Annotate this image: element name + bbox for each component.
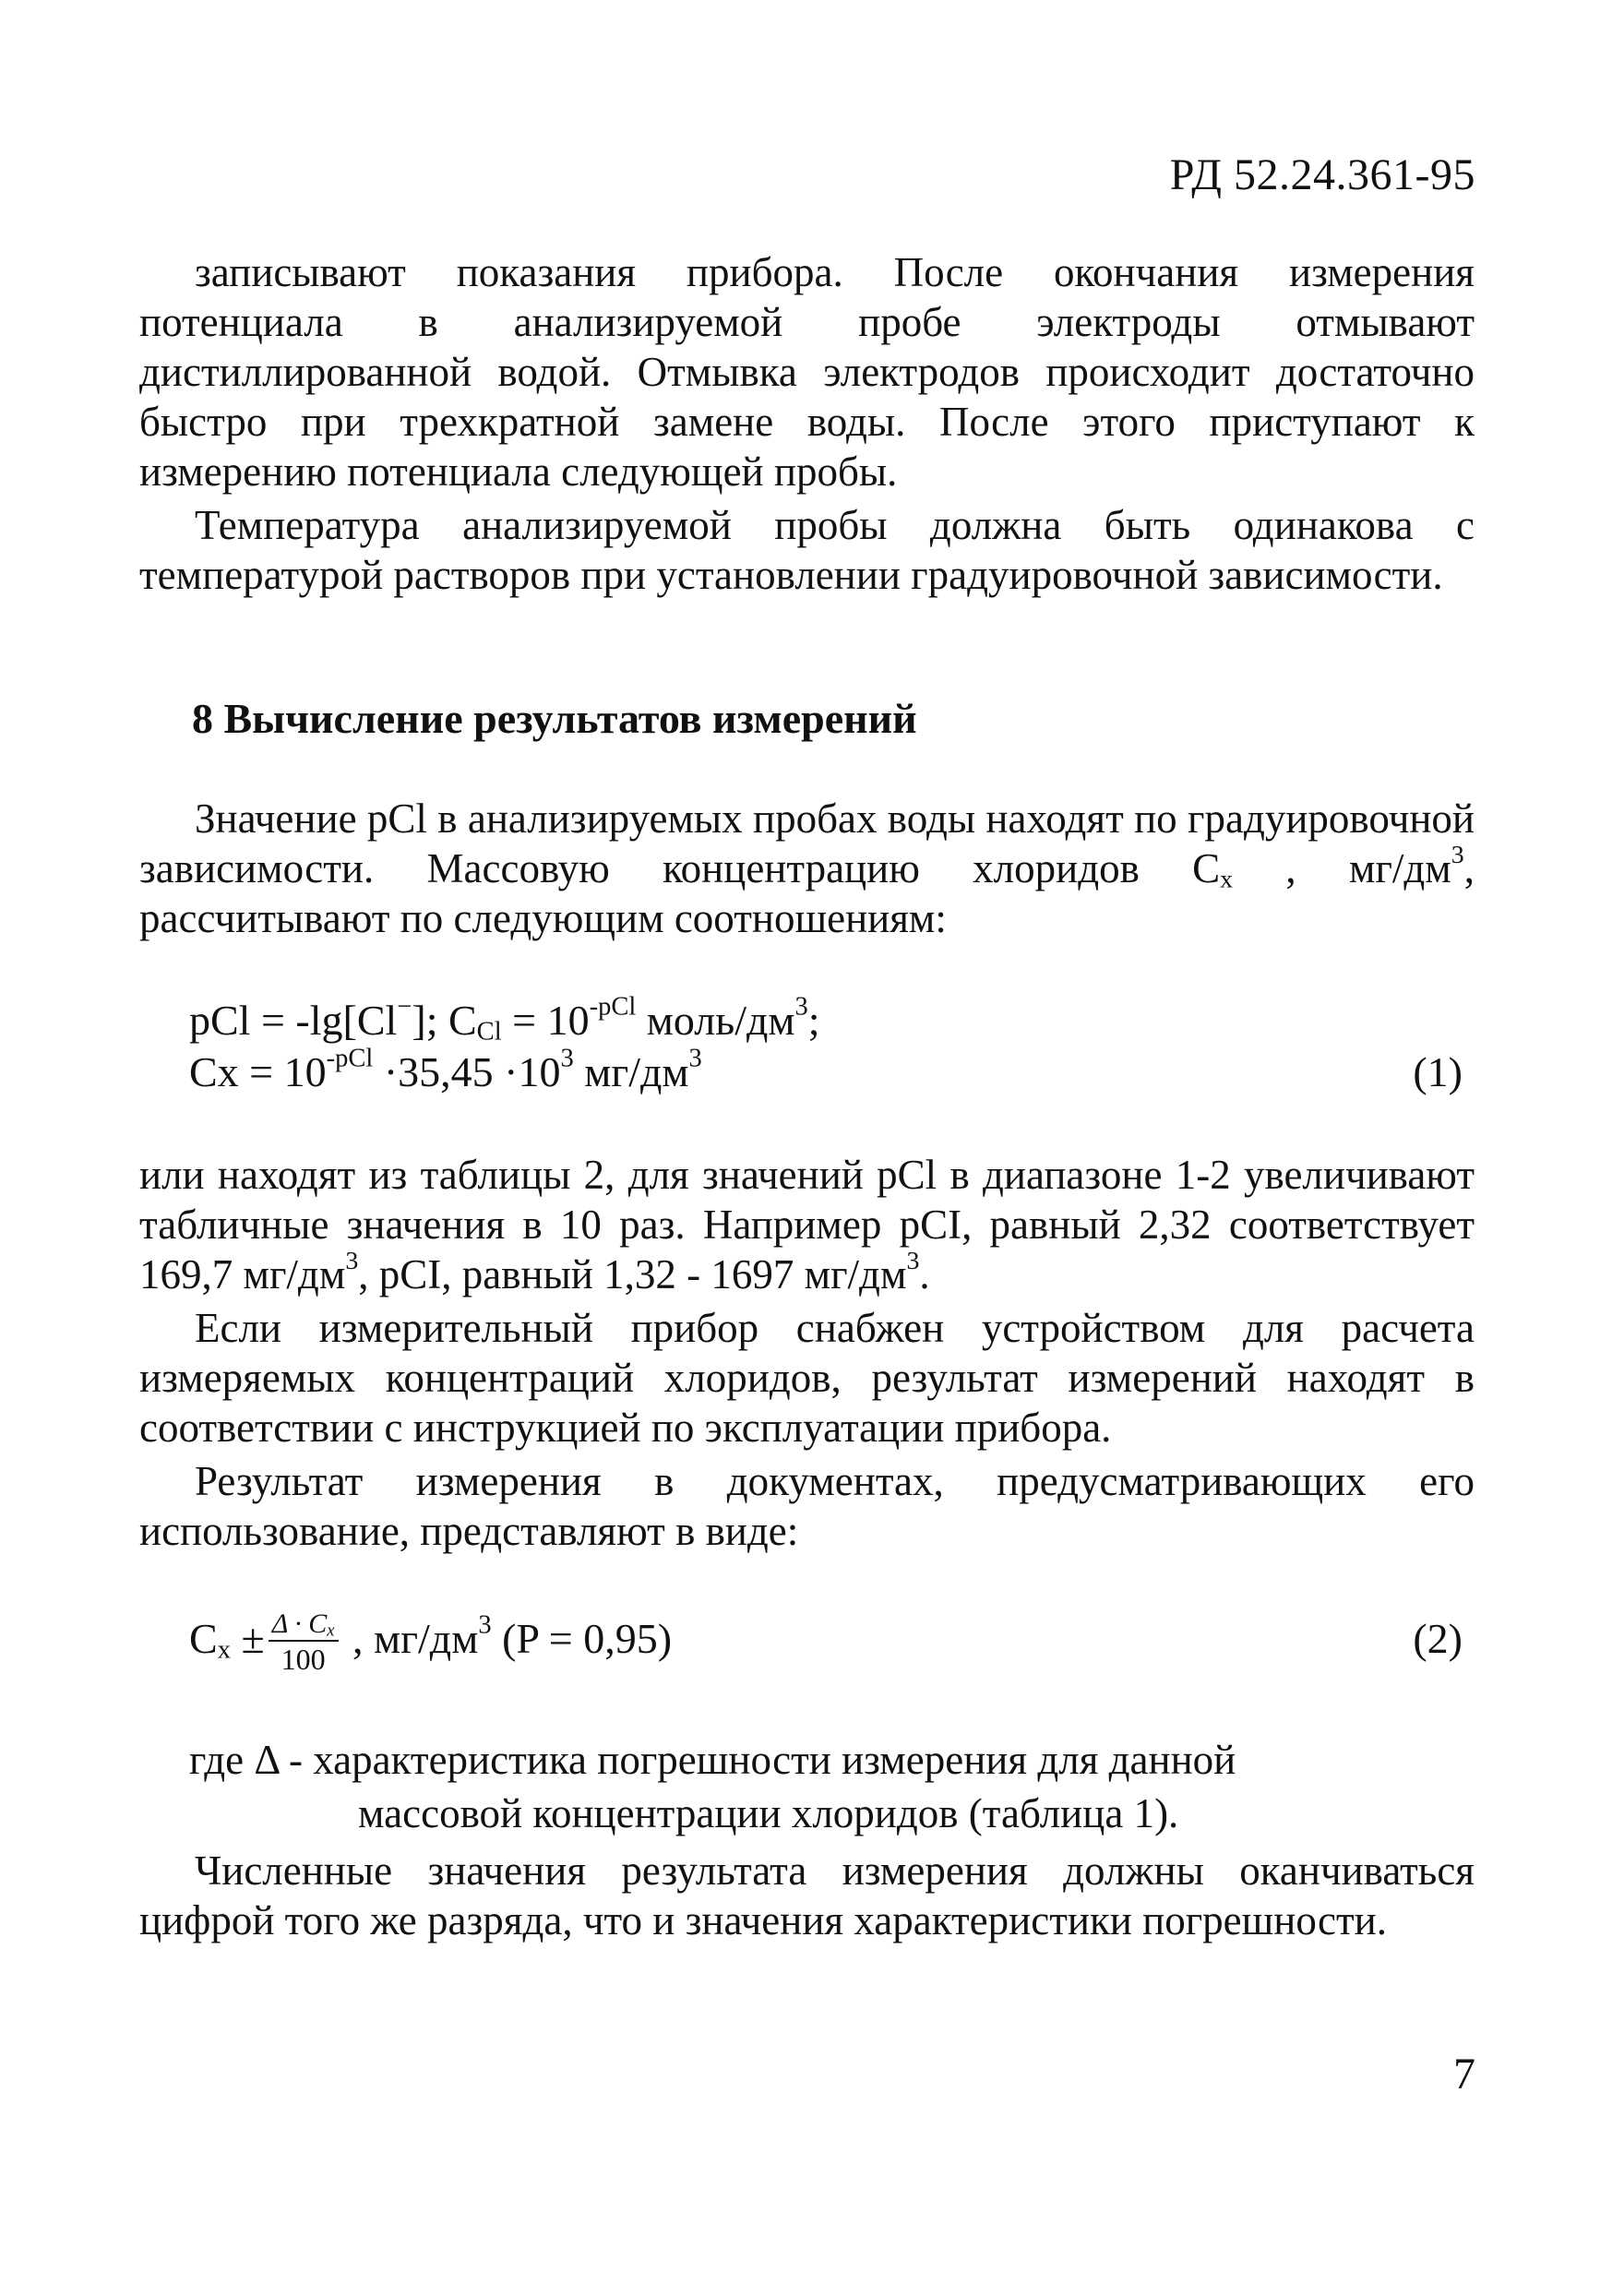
paragraph-intro: Значение pCl в анализируемых пробах воды находят по градуировочной зависимости. Массовую концентрацию хлоридов $C_x$ , $мг/дм^3$, рассчитывают по следующим соотношениям: xyxy=(139,795,1475,941)
page-number: 7 xyxy=(1453,2050,1475,2099)
middle-text-block xyxy=(139,1150,1475,1556)
paragraph-table-lookup: или находят из таблицы 2, для значений pCl в диапазоне 1-2 увеличивают табличные значения в 10 раз. Например pCI, равный 2,32 соответствует 169,7 $мг/дм^3$, pCI, равный 1,32 - 1697 $мг/дм^3$. xyxy=(139,1152,1475,1297)
formula-1 xyxy=(189,992,1463,1098)
where-line-1: где Δ - характеристика погрешности измерения для данной xyxy=(189,1737,1236,1783)
equation-number-1: (1) xyxy=(1413,1048,1463,1095)
section-heading: 8 Вычисление результатов измерений xyxy=(192,695,917,742)
formula-1-line-1: pCl = -lg[Cl−]; $C_{Cl} = 10^{-pCl}$ моль/$дм^3$; xyxy=(189,992,820,1046)
paragraph-measurement-procedure: записывают показания прибора. После окончания измерения потенциала в анализируемой пробе электроды отмывают дистиллированной водой. Отмывка электродов происходит достаточно быстро при трехкратной замене воды. После этого приступают к измерению потенциала следующей пробы. xyxy=(139,249,1475,495)
paragraph-result-form: Результат измерения в документах, предусматривающих его использование, представляют в виде: xyxy=(139,1458,1475,1554)
fraction: $\frac{\Delta \cdot C_x}{100}$ xyxy=(269,1608,339,1677)
where-line-2: массовой концентрации хлоридов (таблица 1). xyxy=(358,1790,1179,1836)
formula-2 xyxy=(189,1602,1463,1677)
final-text-block xyxy=(139,1846,1475,1945)
paragraph-final: Численные значения результата измерения должны оканчиваться цифрой того же разряда, что и значения характеристики погрешности. xyxy=(139,1847,1475,1943)
top-text-block xyxy=(139,247,1475,600)
formula-2-line: $C_x$ ± $\frac{\Delta \cdot C_x}{100}$ , $мг/дм^3$ (P = 0,95) (2) xyxy=(189,1602,1463,1677)
paragraph-temperature: Температура анализируемой пробы должна быть одинакова с температурой растворов при установлении градуировочной зависимости. xyxy=(139,502,1475,598)
document-code: РД 52.24.361-95 xyxy=(1169,150,1475,199)
where-definition xyxy=(189,1733,1236,1840)
formula-1-line-2: $Cx = 10^{-pCl} \cdot 35,45 \cdot 10^3$ $мг/дм^3$ (1) xyxy=(189,1046,1463,1098)
intro-text-block xyxy=(139,794,1475,943)
paragraph-instrument: Если измерительный прибор снабжен устройством для расчета измеряемых концентраций хлоридов, результат измерений находят в соответствии с инструкцией по эксплуатации прибора. xyxy=(139,1305,1475,1451)
equation-number-2: (2) xyxy=(1413,1615,1463,1662)
